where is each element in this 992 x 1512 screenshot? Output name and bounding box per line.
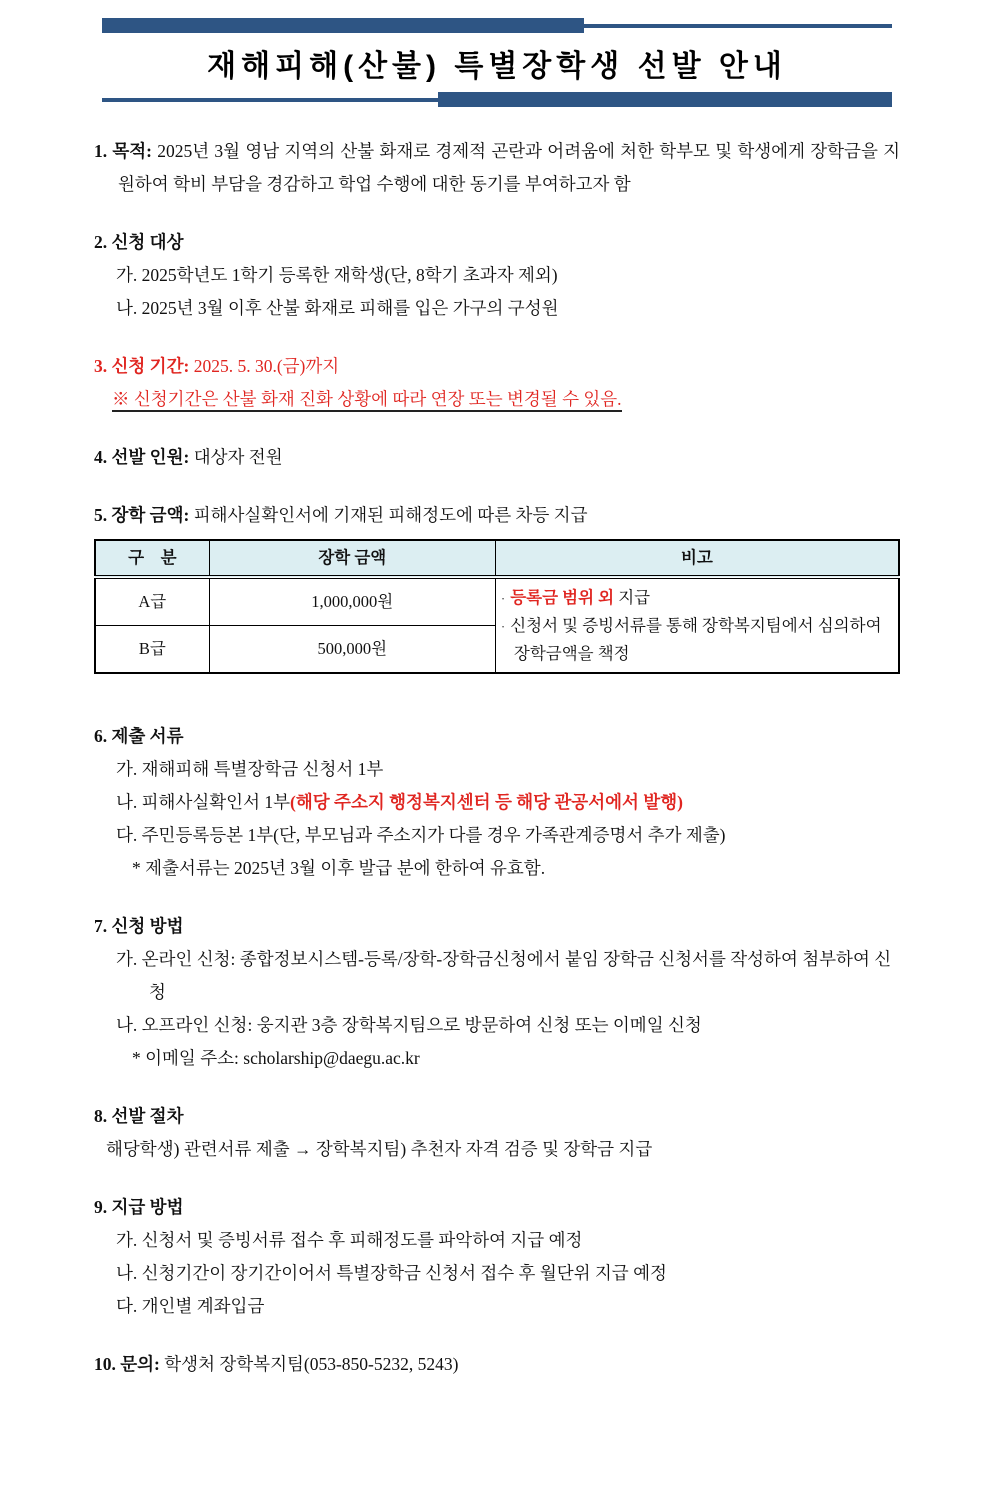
document-header: [94, 18, 900, 107]
contact-heading: 10. 문의:: [94, 1354, 160, 1374]
procedure-flow: 해당학생) 관련서류 제출 → 장학복지팀) 추천자 자격 검증 및 장학금 지급: [106, 1139, 653, 1159]
section-purpose: [94, 135, 900, 201]
table-header-amount: 장학 금액: [209, 540, 495, 577]
documents-item-1: 가. 재해피해 특별장학금 신청서 1부: [116, 759, 384, 779]
payment-item-1: 가. 신청서 및 증빙서류 접수 후 피해정도를 파악하여 지급 예정: [116, 1230, 583, 1250]
section-payment: [94, 1191, 900, 1323]
documents-item-2-prefix: 나. 피해사실확인서 1부: [116, 792, 291, 812]
documents-item-2: [94, 786, 900, 819]
table-row-grade-a: [95, 577, 899, 625]
header-top-bar-thick: [102, 18, 584, 33]
bullet-dot: ·: [500, 619, 506, 634]
payment-item-2: 나. 신청기간이 장기간이어서 특별장학금 신청서 접수 후 월단위 지급 예정: [116, 1263, 667, 1283]
section-contact: [94, 1348, 900, 1381]
header-top-bar: [102, 18, 892, 33]
documents-note: * 제출서류는 2025년 3월 이후 발급 분에 한하여 유효함.: [132, 858, 546, 878]
documents-item-3: 다. 주민등록등본 1부(단, 부모님과 주소지가 다를 경우 가족관계증명서 추가 제출): [116, 825, 726, 845]
payment-heading: 9. 지급 방법: [94, 1197, 184, 1217]
eligibility-heading: 2. 신청 대상: [94, 232, 184, 252]
header-bottom-bar-thick: [438, 92, 892, 107]
period-heading: 3. 신청 기간:: [94, 356, 190, 376]
period-value: 2025. 5. 30.(금)까지: [189, 356, 340, 376]
section-eligibility: [94, 226, 900, 325]
section-documents: [94, 720, 900, 885]
section-amount: [94, 499, 900, 674]
procedure-heading: 8. 선발 절차: [94, 1106, 184, 1126]
table-header-remark: 비고: [495, 540, 899, 577]
documents-heading: 6. 제출 서류: [94, 726, 184, 746]
contact-line: [94, 1348, 900, 1381]
grade-b-amount: 500,000원: [209, 625, 495, 673]
period-note: ※ 신청기간은 산불 화재 진화 상황에 따라 연장 또는 변경될 수 있음.: [112, 389, 622, 412]
grade-a-label: A급: [95, 577, 209, 625]
eligibility-item-2: 나. 2025년 3월 이후 산불 화재로 피해를 입은 가구의 구성원: [116, 298, 559, 318]
section-apply-method: [94, 910, 900, 1075]
remark-line-1: [501, 584, 890, 612]
remark-line-2: [501, 612, 890, 667]
bullet-dot: ·: [500, 591, 506, 606]
section-period: [94, 350, 900, 416]
purpose-text: 2025년 3월 영남 지역의 산불 화재로 경제적 곤란과 어려움에 처한 학부모 및 학생에게 장학금을 지원하여 학비 부담을 경감하고 학업 수행에 대한 동기를 부여하고자 함: [118, 141, 900, 194]
table-header-row: [95, 540, 899, 577]
scholarship-amount-table: [94, 539, 900, 674]
section-procedure: [94, 1100, 900, 1166]
remark-cell: [495, 577, 899, 673]
document-body: [94, 135, 900, 1381]
amount-line: [94, 499, 900, 532]
table-header-category: 구 분: [95, 540, 209, 577]
amount-heading: 5. 장학 금액:: [94, 505, 190, 525]
period-note-line: [94, 383, 900, 416]
period-line: [94, 350, 900, 383]
remark-1-red: 등록금 범위 외: [510, 588, 615, 607]
amount-value: 피해사실확인서에 기재된 피해정도에 따른 차등 지급: [189, 505, 588, 525]
apply-method-item-2: 나. 오프라인 신청: 웅지관 3층 장학복지팀으로 방문하여 신청 또는 이메일 신청: [116, 1015, 702, 1035]
grade-b-label: B급: [95, 625, 209, 673]
apply-method-item-1: 가. 온라인 신청: 종합정보시스템-등록/장학-장학금신청에서 붙임 장학금 신청서를 작성하여 첨부하여 신청: [116, 949, 892, 1002]
payment-item-3: 다. 개인별 계좌입금: [116, 1296, 265, 1316]
headcount-value: 대상자 전원: [189, 447, 283, 467]
remark-2-text: 신청서 및 증빙서류를 통해 장학복지팀에서 심의하여 장학금액을 책정: [510, 616, 882, 663]
header-bottom-bar: [102, 92, 892, 107]
page-title: 재해피해(산불) 특별장학생 선발 안내: [207, 50, 787, 83]
header-top-bar-thin: [584, 24, 892, 28]
purpose-heading: 1. 목적:: [94, 141, 153, 161]
section-headcount: [94, 441, 900, 474]
grade-a-amount: 1,000,000원: [209, 577, 495, 625]
contact-value: 학생처 장학복지팀(053-850-5232, 5243): [159, 1354, 459, 1374]
apply-method-email: * 이메일 주소: scholarship@daegu.ac.kr: [132, 1048, 420, 1068]
remark-1-rest: 지급: [614, 588, 651, 607]
documents-item-2-red: (해당 주소지 행정복지센터 등 해당 관공서에서 발행): [290, 792, 683, 812]
purpose-paragraph: [94, 135, 900, 201]
apply-method-heading: 7. 신청 방법: [94, 916, 184, 936]
eligibility-item-1: 가. 2025학년도 1학기 등록한 재학생(단, 8학기 초과자 제외): [116, 265, 558, 285]
headcount-line: [94, 441, 900, 474]
headcount-heading: 4. 선발 인원:: [94, 447, 190, 467]
header-bottom-bar-thin: [102, 98, 438, 102]
